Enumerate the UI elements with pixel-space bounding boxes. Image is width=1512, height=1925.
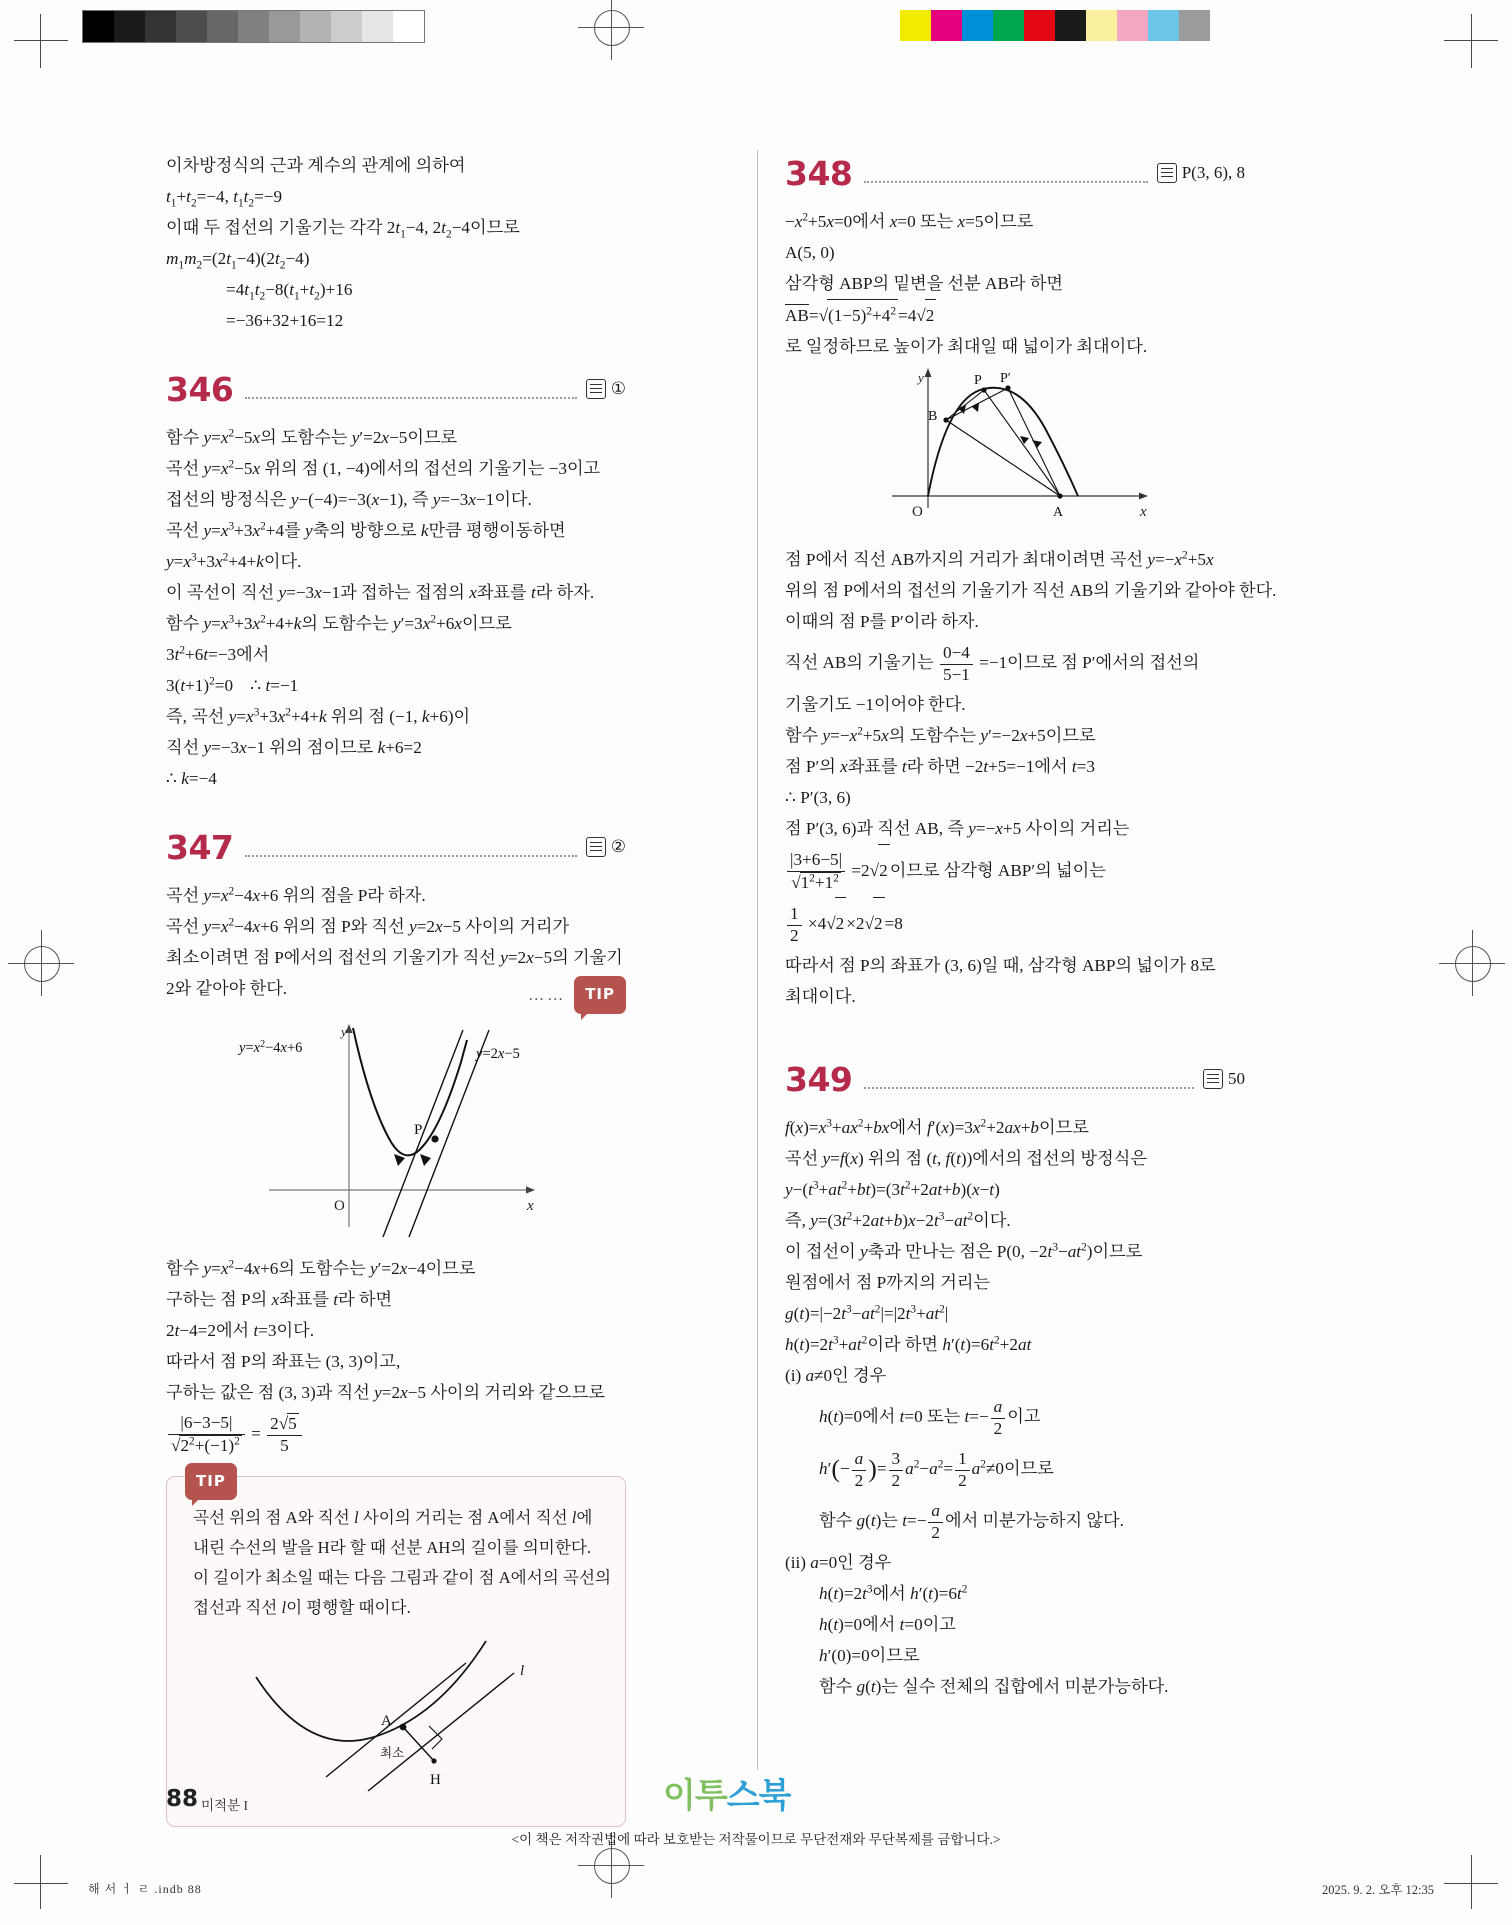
registration-target-top [594, 10, 630, 46]
svg-text:B: B [928, 409, 938, 424]
sol348-line-10: 점 P′의 x좌표를 t라 하면 −2t+5=−1에서 t=3 [785, 757, 1095, 776]
continuation-line-5: =−36+32+16=12 [226, 311, 344, 330]
color-calibration-bar [900, 10, 1210, 41]
sol349-case2-label: (ii) a=0인 경우 [785, 1553, 892, 1573]
greyscale-swatch-0 [83, 11, 114, 42]
sol348-line-13: 따라서 점 P의 좌표가 (3, 6)일 때, 삼각형 ABP의 넓이가 8로 [785, 956, 1216, 975]
tipbox-line-0: 곡선 위의 점 A와 직선 l 사이의 거리는 점 A에서 직선 l에 [193, 1508, 593, 1527]
tipbox-line-2: 이 길이가 최소일 때는 다음 그림과 같이 점 A에서의 곡선의 [193, 1568, 611, 1587]
answer-icon [586, 379, 606, 399]
print-timestamp: 2025. 9. 2. 오후 12:35 [1322, 1883, 1434, 1897]
sol348-line-0: $-x^2+5x=0$에서 x=0 또는 x=5이므로 [785, 211, 1034, 231]
sol346-line-7: $3t^2+6t=-3$에서 [166, 644, 270, 664]
answer-value-347: ② [610, 837, 626, 856]
sol347-line-0: 곡선 $y=x^2-4x+6$ 위의 점을 P라 하자. [166, 885, 426, 905]
color-swatch-7 [1117, 10, 1148, 41]
sol349-case1-line-0: h(t)=0에서 t=0 또는 t=− $\frac{a}{2}$ 이고 [819, 1396, 1041, 1438]
problem-number-349: 349 [785, 1060, 853, 1099]
sol349-case1-line-2: 함수 g(t)는 t=− $\frac{a}{2}$ 에서 미분가능하지 않다. [819, 1500, 1124, 1542]
sol349-case1-line-1: h′(− $\frac{a}{2}$ )= $\frac{3}{2}$ $a^2-a^2=$ $\frac{1}{2}$ $a^2\ne 0$이므로 [819, 1448, 1054, 1490]
svg-text:P: P [414, 1122, 423, 1138]
sol349-line-7: $h(t)=2t^3+at^2$이라 하면 $h'(t)=6t^2+2at$ [785, 1334, 1032, 1354]
header-dotted-rule [245, 854, 576, 857]
color-swatch-2 [962, 10, 993, 41]
greyscale-swatch-4 [207, 11, 238, 42]
continuation-line-3: $m_1m_2=(2t_1-4)(2t_2-4)$ [166, 249, 310, 272]
sol349-line-4: 이 접선이 y축과 만나는 점은 P(0, $-2t^3-at^2$)이므로 [785, 1241, 1143, 1261]
svg-text:P: P [974, 373, 982, 388]
svg-text:l: l [520, 1663, 525, 1679]
sol348-line-2: 삼각형 ABP의 밑변을 선분 AB라 하면 [785, 274, 1064, 293]
sol348-line-8: 기울기도 −1이어야 한다. [785, 695, 966, 714]
sol348-area-line: $\frac{1}{2}$ ×4√2 ×2√2 =8 [785, 897, 1245, 950]
registration-target-bottom [594, 1848, 630, 1884]
sol346-line-9: 즉, 곡선 $y=x^3+3x^2+4+k$ 위의 점 (−1, k+6)이 [166, 706, 471, 726]
right-column [785, 150, 1277, 1702]
sol348-line-14: 최대이다. [785, 987, 856, 1006]
answer-value-349: 50 [1228, 1069, 1245, 1088]
answer-value-346: ① [610, 379, 626, 398]
color-swatch-6 [1086, 10, 1117, 41]
color-swatch-5 [1055, 10, 1086, 41]
svg-text:x: x [527, 1198, 534, 1214]
greyscale-swatch-3 [176, 11, 207, 42]
continuation-line-2: 이때 두 접선의 기울기는 각각 $2t_1-4$, $2t_2-4$이므로 [166, 218, 520, 241]
tip-leader-dots: …… [528, 986, 567, 1004]
sol346-line-6: 함수 $y=x^3+3x^2+4+k$의 도함수는 $y'=3x^2+6x$이므로 [166, 613, 512, 633]
sol348-line-6: 위의 점 P에서의 접선의 기울기가 직선 AB의 기울기와 같아야 한다. [785, 581, 1277, 600]
logo-text: 이투스북 [663, 1776, 791, 1816]
color-swatch-9 [1179, 10, 1210, 41]
svg-text:y=2x−5: y=2x−5 [476, 1046, 520, 1062]
greyscale-swatch-6 [269, 11, 300, 42]
svg-text:O: O [912, 504, 923, 520]
page-number: 88 [166, 1786, 199, 1812]
answer-icon [586, 837, 606, 857]
sol348-line-4: 로 일정하므로 높이가 최대일 때 넓이가 최대이다. [785, 337, 1148, 356]
sol347-line-7: 따라서 점 P의 좌표는 (3, 3)이고, [166, 1352, 401, 1371]
solution-body-346 [166, 422, 626, 794]
sol348-slope-line: 직선 AB의 기울기는 $\frac{0-4}{5-1}$ =−1이므로 점 P′에서의 접선의 [785, 642, 1200, 684]
sol348-line-11: ∴ P′(3, 6) [785, 788, 851, 807]
sol347-line-4: 함수 $y=x^2-4x+6$의 도함수는 y′=2x−4이므로 [166, 1258, 476, 1278]
sol346-line-11: ∴ k=−4 [166, 769, 217, 788]
sol348-line-9: 함수 $y=-x^2+5x$의 도함수는 y′=−2x+5이므로 [785, 725, 1096, 745]
svg-text:y: y [341, 1024, 347, 1039]
registration-cross-right-v [1472, 930, 1473, 996]
problem-header-349 [785, 1056, 1245, 1098]
sol348-line-7: 이때의 점 P를 P′이라 하자. [785, 612, 979, 631]
header-dotted-rule [864, 1086, 1194, 1089]
indesign-filename: 해 서 ㅓ ㄹ .indb 88 [88, 1882, 202, 1896]
sol348-dist-fraction: $\frac{|3+6-5|}{√1^2+1^2}$ =2√2 이므로 삼각형 ABP′의 넓이는 [785, 844, 1245, 897]
sol346-line-3: 곡선 $y=x^3+3x^2+4$를 y축의 방향으로 k만큼 평행이동하면 [166, 520, 566, 540]
sol349-line-5: 원점에서 점 P까지의 거리는 [785, 1273, 991, 1292]
registration-target-left [24, 946, 60, 982]
color-swatch-0 [900, 10, 931, 41]
svg-text:A: A [381, 1713, 392, 1729]
left-column [166, 150, 626, 1827]
svg-text:y=x2−4x+6: $y=x^2-4x+6$ [239, 1039, 303, 1056]
svg-text:y: y [918, 370, 924, 385]
tip-box-badge: TIP [185, 1463, 237, 1500]
figure-348-parabola [785, 368, 1245, 538]
sol347-line-1: 곡선 $y=x^2-4x+6$ 위의 점 P와 직선 y=2x−5 사이의 거리가 [166, 916, 570, 936]
sol349-line-0: $f(x)=x^3+ax^2+bx$에서 $f'(x)=3x^2+2ax+b$이므로 [785, 1117, 1089, 1137]
solution-body-348 [785, 206, 1277, 1012]
problem-number-347: 347 [166, 828, 234, 867]
color-swatch-3 [993, 10, 1024, 41]
greyscale-swatch-10 [393, 11, 424, 42]
sol349-line-1: 곡선 y=f(x) 위의 점 (t, f(t))에서의 접선의 방정식은 [785, 1149, 1147, 1168]
sol348-line-1: A(5, 0) [785, 243, 835, 262]
svg-text:P′: P′ [1000, 371, 1011, 386]
answer-badge-346 [586, 373, 626, 408]
answer-icon [1157, 163, 1177, 183]
sol349-case2-line-0: $h(t)=2t^3$에서 $h'(t)=6t^2$ [819, 1583, 968, 1604]
column-divider [757, 150, 758, 1770]
sol347-line-2: 최소이려면 점 P에서의 접선의 기울기가 직선 y=2x−5의 기울기 [166, 948, 623, 967]
tip-badge: TIP [574, 976, 626, 1014]
answer-value-348: P(3, 6), 8 [1181, 163, 1245, 182]
publisher-logo [663, 1768, 790, 1817]
figure-tip-347 [193, 1629, 603, 1804]
sol347-line-6: 2t−4=2에서 t=3이다. [166, 1321, 315, 1340]
continuation-line-0: 이차방정식의 근과 계수의 관계에 의하여 [166, 156, 466, 175]
color-swatch-4 [1024, 10, 1055, 41]
greyscale-swatch-9 [362, 11, 393, 42]
sol346-line-1: 곡선 $y=x^2-5x$ 위의 점 (1, −4)에서의 접선의 기울기는 −3이고 [166, 458, 601, 478]
tipbox-line-1: 내린 수선의 발을 H라 할 때 선분 AH의 길이를 의미한다. [193, 1538, 592, 1557]
sol349-case2-line-1: h(t)=0에서 t=0이고 [819, 1615, 956, 1635]
solution-body-349 [785, 1112, 1245, 1702]
svg-text:H: H [430, 1772, 441, 1788]
greyscale-swatch-8 [331, 11, 362, 42]
copyright-notice: <이 책은 저작권법에 따라 보호받는 저작물이므로 무단전재와 무단복제를 금합니다.> [511, 1832, 1001, 1847]
registration-cross-top-v [611, 0, 612, 60]
sol346-line-4: $y=x^3+3x^2+4+k$이다. [166, 551, 302, 571]
answer-badge-348 [1157, 157, 1245, 192]
greyscale-swatch-5 [238, 11, 269, 42]
greyscale-calibration-bar [82, 10, 425, 43]
solution-body-347 [166, 880, 626, 1827]
tip-box-347 [166, 1472, 626, 1827]
problem-header-346 [166, 366, 626, 408]
problem-header-347 [166, 824, 626, 866]
tipbox-line-3: 접선과 직선 l이 평행할 때이다. [193, 1598, 411, 1617]
svg-text:A: A [1053, 505, 1064, 520]
header-dotted-rule [864, 180, 1147, 183]
sol349-case1-label: (i) a≠0인 경우 [785, 1366, 887, 1385]
registration-target-right [1455, 946, 1491, 982]
sol349-line-2: $y-(t^3+at^2+bt)=(3t^2+2at+b)(x-t)$ [785, 1179, 1000, 1199]
answer-badge-347 [586, 831, 626, 866]
sol346-line-8: $3(t+1)^2=0$ ∴ t=−1 [166, 675, 299, 695]
continuation-line-1: $t_1+t_2=-4$, $t_1t_2=-9$ [166, 187, 283, 210]
sol346-line-10: 직선 y=−3x−1 위의 점이므로 k+6=2 [166, 738, 422, 757]
continuation-block [166, 150, 626, 336]
greyscale-swatch-2 [145, 11, 176, 42]
svg-text:최소: 최소 [380, 1746, 405, 1760]
sol347-line-5: 구하는 점 P의 x좌표를 t라 하면 [166, 1290, 393, 1309]
sol349-line-3: 즉, $y=(3t^2+2at+b)x-2t^3-at^2$이다. [785, 1210, 1011, 1230]
sol347-final-fraction: $\frac{|6-3-5|}{√2^2+(-1)^2}$ = $\frac{2√5}{5}$ [166, 1408, 626, 1460]
sol346-line-2: 접선의 방정식은 y−(−4)=−3(x−1), 즉 y=−3x−1이다. [166, 490, 532, 509]
sol348-line-12: 점 P′(3, 6)과 직선 AB, 즉 y=−x+5 사이의 거리는 [785, 819, 1130, 838]
color-swatch-1 [931, 10, 962, 41]
sol346-line-5: 이 곡선이 직선 y=−3x−1과 접하는 접점의 x좌표를 t라 하자. [166, 583, 595, 602]
sol346-line-0: 함수 $y=x^2-5x$의 도함수는 y′=2x−5이므로 [166, 427, 458, 447]
registration-cross-left-v [41, 930, 42, 996]
greyscale-swatch-1 [114, 11, 145, 42]
color-swatch-8 [1148, 10, 1179, 41]
answer-icon [1203, 1069, 1223, 1089]
problem-header-348 [785, 150, 1245, 192]
page-subject: 미적분 I [201, 1798, 248, 1813]
greyscale-swatch-7 [300, 11, 331, 42]
problem-number-348: 348 [785, 154, 853, 193]
sol347-line-3: 2와 같아야 한다. [166, 979, 288, 998]
sol347-line-8: 구하는 값은 점 (3, 3)과 직선 y=2x−5 사이의 거리와 같으므로 [166, 1383, 605, 1402]
sol349-case2-line-2: h′(0)=0이므로 [819, 1646, 920, 1666]
sol349-case2-line-3: 함수 g(t)는 실수 전체의 집합에서 미분가능하다. [819, 1677, 1169, 1697]
sol349-line-6: $g(t)=|-2t^3-at^2|=|2t^3+at^2|$ [785, 1303, 949, 1323]
problem-number-346: 346 [166, 370, 234, 409]
sol348-line-3: $AB=√(1-5)^2+4^2 =4√2$ [785, 299, 1245, 331]
header-dotted-rule [245, 396, 576, 399]
sol348-line-5: 점 P에서 직선 AB까지의 거리가 최대이려면 곡선 $y=-x^2+5x$ [785, 549, 1214, 569]
figure-347-parabola [166, 1022, 626, 1247]
continuation-line-4: $=4t_1t_2-8(t_1+t_2)+16$ [226, 280, 353, 303]
svg-text:O: O [334, 1198, 345, 1214]
svg-text:x: x [1140, 504, 1147, 520]
answer-badge-349 [1203, 1063, 1245, 1098]
